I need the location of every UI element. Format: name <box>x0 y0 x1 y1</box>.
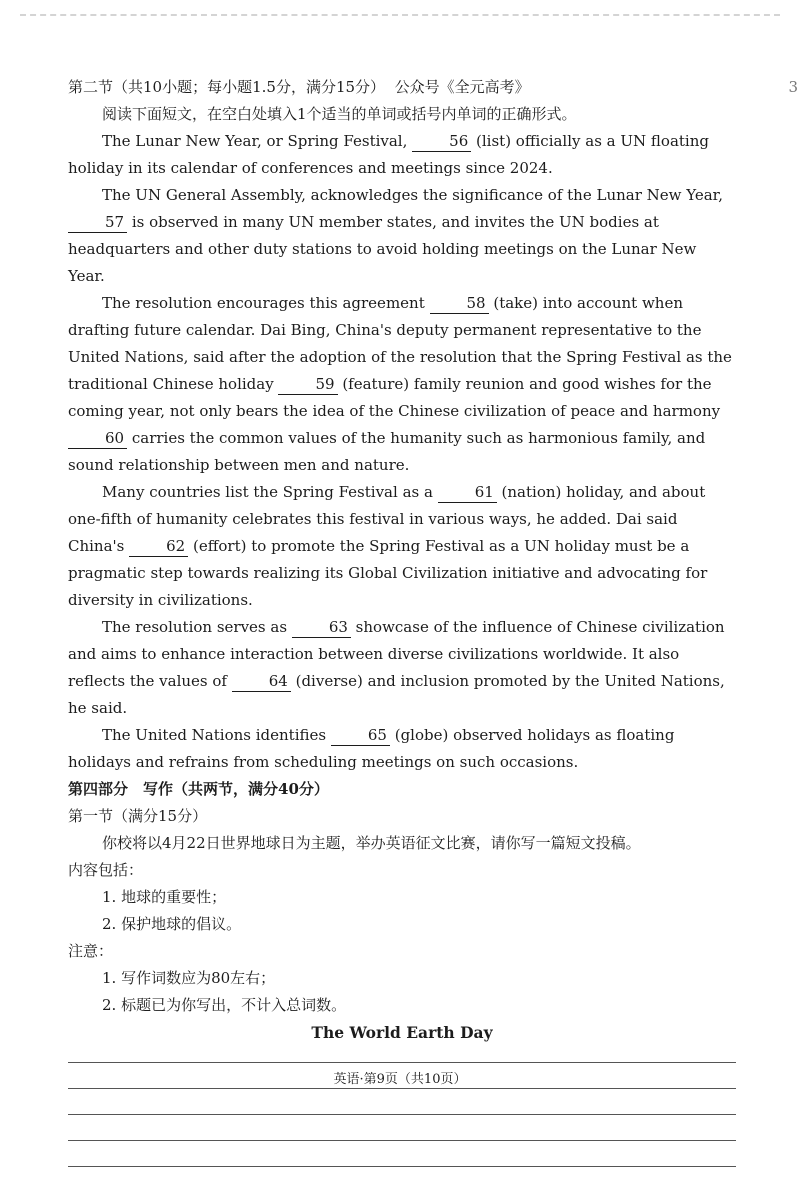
p2-text-a: The UN General Assembly, acknowledges the significance of the Lunar New Year, <box>102 186 723 204</box>
list-item: 2. 标题已为你写出，不计入总词数。 <box>102 996 347 1014</box>
list-item: 1. 写作词数应为80左右； <box>102 969 276 987</box>
blank-61[interactable]: 61 <box>438 482 497 503</box>
list-item: 2. 保护地球的倡议。 <box>102 915 242 933</box>
blank-56[interactable]: 56 <box>412 131 471 152</box>
passage-paragraph-6 <box>68 722 736 776</box>
blank-65[interactable]: 65 <box>331 725 390 746</box>
blank-57[interactable]: 57 <box>68 212 127 233</box>
list-item: 1. 地球的重要性； <box>102 888 227 906</box>
p3-text-d: (feature) family reunion and good wishes for the coming year, not only bears the idea of the Chinese civilization of peace and harmony <box>68 375 721 420</box>
section2-instruction: 阅读下面短文，在空白处填入1个适当的单词或括号内单词的正确形式。 <box>102 105 577 123</box>
passage-paragraph-3 <box>68 290 736 479</box>
p5-text-d: (diverse) and inclusion promoted by the United Nations, he said. <box>68 672 725 717</box>
blank-58[interactable]: 58 <box>430 293 489 314</box>
p6-text-c: (globe) observed holidays as floating holidays and refrains from scheduling meetings on such occasions. <box>68 726 675 771</box>
writing-line[interactable] <box>68 1166 736 1167</box>
p4-text-c: (nation) holiday, and about one-fifth of humanity celebrates this festival in various ways, he added. Dai said China's <box>68 483 706 555</box>
content-list <box>68 884 736 938</box>
writing-prompt: 你校将以4月22日世界地球日为主题，举办英语征文比赛，请你写一篇短文投稿。 <box>102 834 641 852</box>
writing-line[interactable] <box>68 1062 736 1063</box>
content-label: 内容包括： <box>68 861 144 879</box>
p4-text-a: Many countries list the Spring Festival as a <box>102 483 438 501</box>
p4-text-d: (effort) to promote the Spring Festival as a UN holiday must be a pragmatic step towards realizing its Global Civilization initiative and advocating for diversity in civilizations. <box>68 537 708 609</box>
p3-text-e: carries the common values of the humanity such as harmonious family, and sound relationship between men and nature. <box>68 429 706 474</box>
passage-paragraph-5 <box>68 614 736 722</box>
blank-64[interactable]: 64 <box>232 671 291 692</box>
writing-line[interactable] <box>68 1114 736 1115</box>
top-dashed-rule <box>20 14 780 16</box>
passage-paragraph-2 <box>68 182 736 290</box>
cut-edge-mark: 3 <box>788 78 798 96</box>
blank-62[interactable]: 62 <box>129 536 188 557</box>
blank-60[interactable]: 60 <box>68 428 127 449</box>
p6-text-a: The United Nations identifies <box>102 726 331 744</box>
section2-heading <box>68 74 736 101</box>
blank-63[interactable]: 63 <box>292 617 351 638</box>
p2-text-c: is observed in many UN member states, and invites the UN bodies at headquarters and other duty stations to avoid holding meetings on the Lunar New Year. <box>68 213 697 285</box>
notes-list <box>68 965 736 1019</box>
p5-text-c: showcase of the influence of Chinese civilization and aims to enhance interaction between diverse civilizations worldwide. It also reflects the values of <box>68 618 725 690</box>
page-footer: 英语·第9页（共10页） <box>333 1072 467 1087</box>
part4-subheading: 第一节（满分15分） <box>68 807 208 825</box>
notes-label: 注意： <box>68 942 114 960</box>
passage-paragraph-4 <box>68 479 736 614</box>
part4-heading: 第四部分 写作（共两节，满分40分） <box>68 780 329 798</box>
p1-text-c: (list) officially as a UN floating holiday in its calendar of conferences and meetings since 2024. <box>68 132 709 177</box>
passage-paragraph-1 <box>68 128 736 182</box>
p3-text-c: (take) into account when drafting future calendar. Dai Bing, China's deputy permanent representative to the United Nations, said after the adoption of the resolution that the Spring Festival as the traditional Chinese holiday <box>68 294 732 393</box>
p5-text-a: The resolution serves as <box>102 618 292 636</box>
p1-text-a: The Lunar New Year, or Spring Festival, <box>102 132 413 150</box>
essay-title: The World Earth Day <box>311 1023 493 1042</box>
blank-59[interactable]: 59 <box>278 374 337 395</box>
writing-line[interactable] <box>68 1140 736 1141</box>
section2-title: 第二节（共10小题；每小题1.5分，满分15分） <box>68 78 386 96</box>
writing-line[interactable] <box>68 1088 736 1089</box>
section2-tag: 公众号《全元高考》 <box>394 78 530 96</box>
p3-text-a: The resolution encourages this agreement <box>102 294 430 312</box>
exam-page <box>68 74 736 1192</box>
